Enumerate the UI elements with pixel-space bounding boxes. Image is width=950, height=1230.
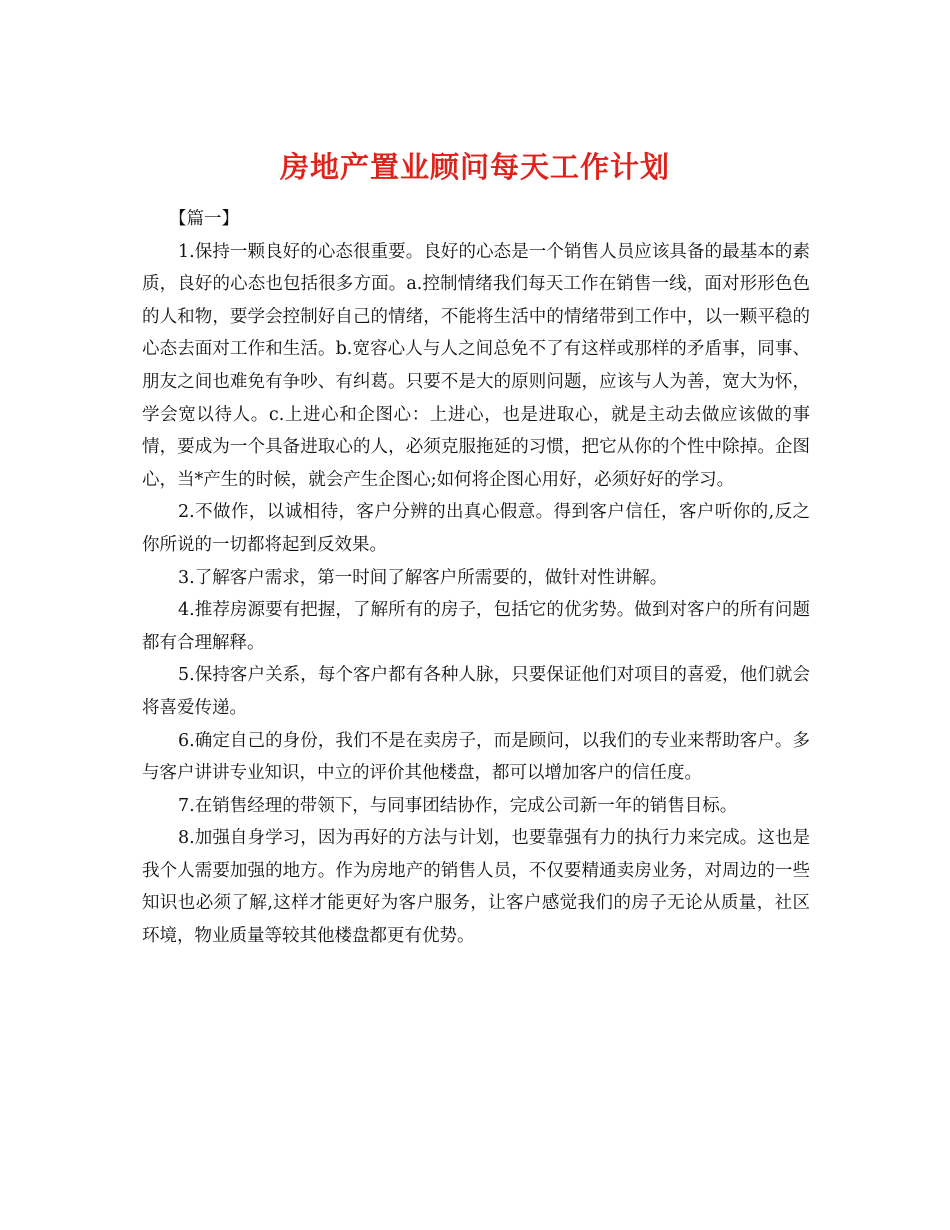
- paragraph-5: 5.保持客户关系，每个客户都有各种人脉，只要保证他们对项目的喜爱，他们就会将喜爱传递。: [142, 665, 810, 718]
- section-label: 【篇一】: [169, 209, 239, 229]
- document-body: [142, 203, 810, 953]
- paragraph-6: 6.确定自己的身份，我们不是在卖房子，而是顾问，以我们的专业来帮助客户。多与客户讲讲专业知识，中立的评价其他楼盘，都可以增加客户的信任度。: [142, 730, 810, 784]
- document-title: 房地产置业顾问每天工作计划: [279, 150, 670, 185]
- paragraph-1: 1.保持一颗良好的心态很重要。良好的心态是一个销售人员应该具备的最基本的素质，良好的心态也包括很多方面。a.控制情绪我们每天工作在销售一线，面对形形色色的人和物，要学会控制好自己的情绪，不能将生活中的情绪带到工作中，以一颗平稳的心态去面对工作和生活。b.宽容心人与人之间总免不了有这样或那样的矛盾事，同事、朋友之间也难免有争吵、有纠葛。只要不是大的原则问题，应该与人为善，宽大为怀，学会宽以待人。c.上进心和企图心：上进心，也是进取心，就是主动去做应该做的事情，要成为一个具备进取心的人，必须克服拖延的习惯，把它从你的个性中除掉。企图心，当*产生的时候，就会产生企图心;如何将企图心用好，必须好好的学习。: [142, 241, 810, 490]
- paragraph-7: 7.在销售经理的带领下，与同事团结协作，完成公司新一年的销售目标。: [178, 795, 738, 816]
- paragraph-4: 4.推荐房源要有把握，了解所有的房子，包括它的优劣势。做到对客户的所有问题都有合理解释。: [142, 600, 810, 653]
- paragraph-2: 2.不做作，以诚相待，客户分辨的出真心假意。得到客户信任，客户听你的,反之你所说的一切都将起到反效果。: [142, 502, 810, 555]
- paragraph-8: 8.加强自身学习，因为再好的方法与计划，也要靠强有力的执行力来完成。这也是我个人需要加强的地方。作为房地产的销售人员，不仅要精通卖房业务，对周边的一些知识也必须了解,这样才能更好为客户服务，让客户感觉我们的房子无论从质量，社区环境，物业质量等较其他楼盘都更有优势。: [142, 828, 810, 947]
- paragraph-3: 3.了解客户需求，第一时间了解客户所需要的，做针对性讲解。: [178, 567, 668, 588]
